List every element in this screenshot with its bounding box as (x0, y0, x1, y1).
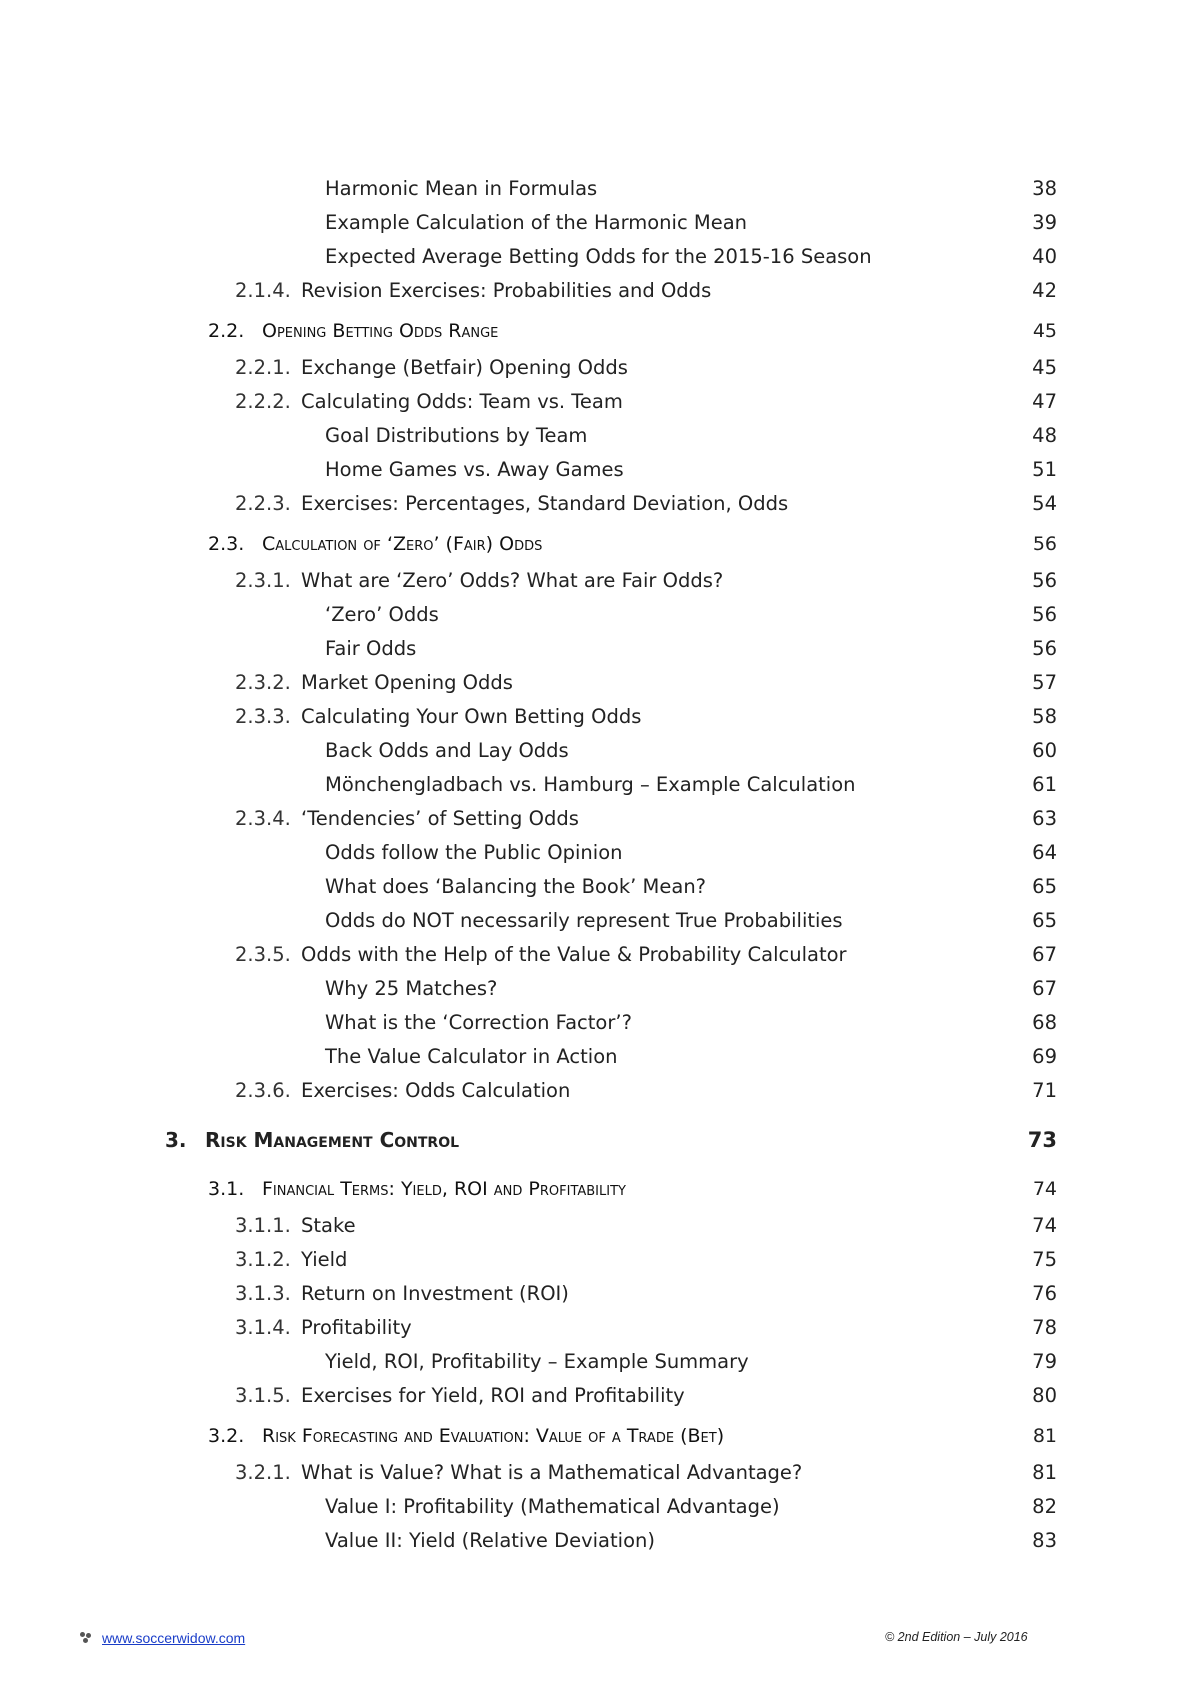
toc-entry-title: Calculation of ‘Zero’ (Fair) Odds (262, 533, 543, 555)
toc-entry-number: 3.1.5. (235, 1384, 291, 1407)
toc-entry-title: Yield, ROI, Profitability – Example Summary (325, 1350, 749, 1373)
website-link[interactable]: www.soccerwidow.com (102, 1630, 246, 1646)
toc-entry-title: Opening Betting Odds Range (262, 320, 499, 342)
toc-entry-title: Profitability (301, 1316, 412, 1339)
toc-entry-page: 71 (1032, 1079, 1057, 1102)
toc-entry-title: Odds do NOT necessarily represent True Probabilities (325, 909, 843, 932)
toc-entry-page: 54 (1032, 492, 1057, 515)
toc-entry-page: 68 (1032, 1011, 1057, 1034)
toc-entry[interactable] (0, 904, 1190, 938)
toc-entry-number: 2.2.3. (235, 492, 291, 515)
toc-entry-number: 2.3. (208, 533, 245, 555)
toc-entry[interactable] (0, 632, 1190, 666)
toc-entry[interactable] (0, 564, 1190, 598)
toc-entry[interactable] (0, 172, 1190, 206)
toc-entry-page: 83 (1032, 1529, 1057, 1552)
toc-entry-title: Harmonic Mean in Formulas (325, 177, 598, 200)
toc-entry[interactable] (0, 1277, 1190, 1311)
toc-entry[interactable] (0, 206, 1190, 240)
table-of-contents (0, 172, 1190, 1558)
toc-entry-title: Example Calculation of the Harmonic Mean (325, 211, 748, 234)
toc-entry-number: 2.3.4. (235, 807, 291, 830)
toc-entry-title: Revision Exercises: Probabilities and Odds (301, 279, 712, 302)
toc-entry-title: ‘Tendencies’ of Setting Odds (301, 807, 579, 830)
toc-entry-title: Goal Distributions by Team (325, 424, 588, 447)
toc-entry-title: Exercises: Odds Calculation (301, 1079, 571, 1102)
toc-entry[interactable] (0, 1524, 1190, 1558)
toc-entry-page: 38 (1032, 177, 1057, 200)
toc-entry-page: 74 (1032, 1178, 1057, 1200)
toc-entry-title: Expected Average Betting Odds for the 2015-16 Season (325, 245, 872, 268)
toc-entry-page: 51 (1032, 458, 1057, 481)
toc-entry-page: 45 (1032, 320, 1057, 342)
toc-entry[interactable] (0, 311, 1190, 351)
soccer-balls-icon (80, 1632, 94, 1644)
toc-entry-title: Return on Investment (ROI) (301, 1282, 569, 1305)
toc-entry-page: 56 (1032, 637, 1057, 660)
toc-entry-page: 39 (1032, 211, 1057, 234)
toc-entry-title: Risk Forecasting and Evaluation: Value of a Trade (Bet) (262, 1425, 725, 1447)
toc-entry-title: Value I: Profitability (Mathematical Advantage) (325, 1495, 780, 1518)
toc-entry-title: Calculating Your Own Betting Odds (301, 705, 642, 728)
toc-entry-title: Odds with the Help of the Value & Probability Calculator (301, 943, 847, 966)
toc-entry-title: Risk Management Control (205, 1128, 460, 1152)
toc-entry[interactable] (0, 1456, 1190, 1490)
toc-entry-number: 2.3.2. (235, 671, 291, 694)
toc-entry[interactable] (0, 1006, 1190, 1040)
toc-entry[interactable] (0, 240, 1190, 274)
toc-entry-number: 3.2. (208, 1425, 245, 1447)
toc-entry[interactable] (0, 598, 1190, 632)
toc-entry-number: 3.1. (208, 1178, 245, 1200)
toc-entry-page: 65 (1032, 909, 1057, 932)
toc-entry[interactable] (0, 274, 1190, 308)
toc-entry-number: 2.3.1. (235, 569, 291, 592)
toc-entry-page: 80 (1032, 1384, 1057, 1407)
toc-entry-page: 75 (1032, 1248, 1057, 1271)
toc-entry-title: Calculating Odds: Team vs. Team (301, 390, 623, 413)
toc-entry[interactable] (0, 768, 1190, 802)
toc-entry-number: 2.2. (208, 320, 245, 342)
toc-entry[interactable] (0, 524, 1190, 564)
toc-entry-number: 2.2.1. (235, 356, 291, 379)
toc-entry-number: 3.2.1. (235, 1461, 291, 1484)
toc-entry-page: 42 (1032, 279, 1057, 302)
toc-entry-title: Odds follow the Public Opinion (325, 841, 623, 864)
toc-entry-title: Value II: Yield (Relative Deviation) (325, 1529, 655, 1552)
toc-entry-title: Fair Odds (325, 637, 417, 660)
toc-entry-page: 40 (1032, 245, 1057, 268)
toc-entry-title: Exercises for Yield, ROI and Profitability (301, 1384, 685, 1407)
toc-entry-page: 67 (1032, 943, 1057, 966)
toc-entry-number: 3.1.3. (235, 1282, 291, 1305)
toc-entry[interactable] (0, 734, 1190, 768)
toc-entry-number: 3. (165, 1128, 187, 1152)
toc-entry-title: Back Odds and Lay Odds (325, 739, 569, 762)
toc-entry-page: 60 (1032, 739, 1057, 762)
toc-entry-number: 2.3.3. (235, 705, 291, 728)
toc-entry[interactable] (0, 1209, 1190, 1243)
toc-entry-title: Mönchengladbach vs. Hamburg – Example Calculation (325, 773, 856, 796)
toc-entry-title: Financial Terms: Yield, ROI and Profitability (262, 1178, 626, 1200)
toc-entry-title: Exercises: Percentages, Standard Deviation, Odds (301, 492, 789, 515)
toc-entry-page: 56 (1032, 569, 1057, 592)
toc-entry[interactable] (0, 938, 1190, 972)
toc-entry[interactable] (0, 1169, 1190, 1209)
toc-entry[interactable] (0, 1311, 1190, 1345)
toc-entry[interactable] (0, 1379, 1190, 1413)
toc-entry-title: Why 25 Matches? (325, 977, 498, 1000)
toc-entry-page: 69 (1032, 1045, 1057, 1068)
toc-entry-title: Exchange (Betfair) Opening Odds (301, 356, 628, 379)
footer-website (80, 1630, 245, 1646)
toc-entry-number: 3.1.1. (235, 1214, 291, 1237)
toc-entry[interactable] (0, 419, 1190, 453)
toc-entry-page: 45 (1032, 356, 1057, 379)
toc-entry-number: 2.2.2. (235, 390, 291, 413)
toc-entry-page: 81 (1032, 1461, 1057, 1484)
toc-entry-page: 63 (1032, 807, 1057, 830)
toc-entry[interactable] (0, 972, 1190, 1006)
toc-entry[interactable] (0, 487, 1190, 521)
toc-entry-page: 64 (1032, 841, 1057, 864)
toc-entry-page: 82 (1032, 1495, 1057, 1518)
toc-entry-number: 3.1.2. (235, 1248, 291, 1271)
toc-entry[interactable] (0, 1040, 1190, 1074)
toc-entry-page: 61 (1032, 773, 1057, 796)
toc-entry-title: ‘Zero’ Odds (325, 603, 439, 626)
toc-entry-page: 58 (1032, 705, 1057, 728)
toc-entry[interactable] (0, 700, 1190, 734)
toc-entry-page: 47 (1032, 390, 1057, 413)
toc-entry[interactable] (0, 1490, 1190, 1524)
toc-entry-page: 81 (1032, 1425, 1057, 1447)
toc-entry[interactable] (0, 1074, 1190, 1108)
toc-entry[interactable] (0, 1345, 1190, 1379)
toc-entry-page: 57 (1032, 671, 1057, 694)
toc-entry-number: 3.1.4. (235, 1316, 291, 1339)
toc-entry-title: What is the ‘Correction Factor’? (325, 1011, 632, 1034)
toc-entry[interactable] (0, 1114, 1190, 1166)
footer-edition: © 2nd Edition – July 2016 (885, 1630, 1028, 1644)
toc-entry-page: 48 (1032, 424, 1057, 447)
toc-entry-title: Stake (301, 1214, 356, 1237)
toc-entry[interactable] (0, 836, 1190, 870)
toc-entry-title: Market Opening Odds (301, 671, 513, 694)
toc-entry[interactable] (0, 870, 1190, 904)
toc-entry-number: 2.3.5. (235, 943, 291, 966)
toc-entry[interactable] (0, 453, 1190, 487)
toc-entry-page: 73 (1027, 1128, 1057, 1152)
toc-entry[interactable] (0, 1243, 1190, 1277)
toc-entry[interactable] (0, 351, 1190, 385)
toc-entry[interactable] (0, 1416, 1190, 1456)
toc-entry-page: 65 (1032, 875, 1057, 898)
toc-entry-page: 56 (1032, 533, 1057, 555)
toc-entry-title: The Value Calculator in Action (325, 1045, 618, 1068)
toc-entry[interactable] (0, 666, 1190, 700)
toc-entry-title: Yield (301, 1248, 348, 1271)
toc-entry-title: What does ‘Balancing the Book’ Mean? (325, 875, 707, 898)
toc-entry-title: What is Value? What is a Mathematical Advantage? (301, 1461, 803, 1484)
toc-entry-page: 78 (1032, 1316, 1057, 1339)
toc-entry[interactable] (0, 802, 1190, 836)
toc-entry[interactable] (0, 385, 1190, 419)
toc-entry-page: 74 (1032, 1214, 1057, 1237)
toc-entry-title: Home Games vs. Away Games (325, 458, 624, 481)
toc-entry-number: 2.3.6. (235, 1079, 291, 1102)
toc-entry-number: 2.1.4. (235, 279, 291, 302)
toc-entry-page: 56 (1032, 603, 1057, 626)
toc-entry-page: 67 (1032, 977, 1057, 1000)
toc-entry-page: 79 (1032, 1350, 1057, 1373)
toc-entry-title: What are ‘Zero’ Odds? What are Fair Odds? (301, 569, 724, 592)
toc-entry-page: 76 (1032, 1282, 1057, 1305)
